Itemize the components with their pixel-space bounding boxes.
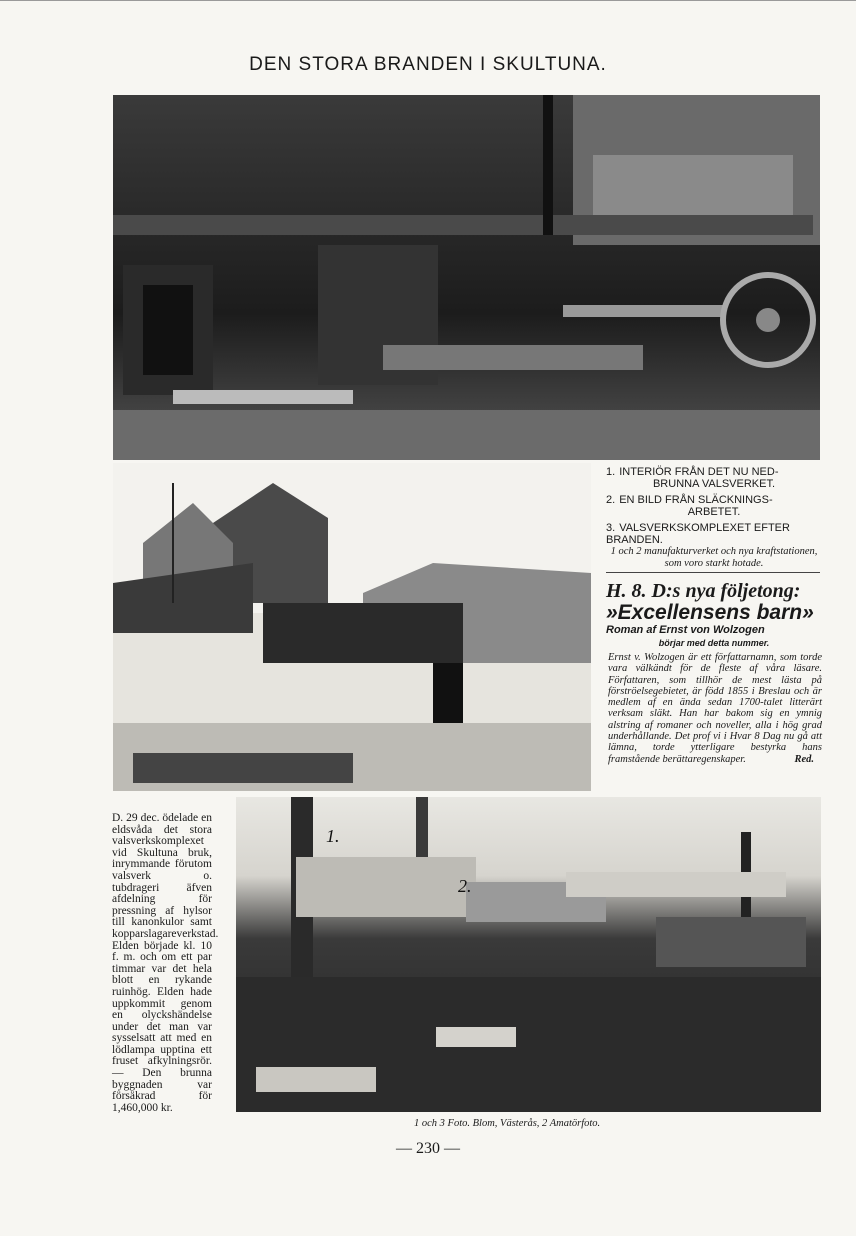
serial-headline bbox=[606, 580, 822, 624]
page-title: DEN STORA BRANDEN I SKULTUNA. bbox=[249, 54, 607, 75]
serial-signature: Red. bbox=[794, 753, 814, 765]
photo-credit: 1 och 3 Foto. Blom, Västerås, 2 Amatörfoto. bbox=[414, 1118, 601, 1129]
divider-rule bbox=[606, 572, 820, 573]
serial-intro bbox=[608, 652, 822, 765]
photo-captions bbox=[606, 466, 822, 574]
serial-title-line1: H. 8. D:s nya följetong: bbox=[606, 580, 801, 602]
page-number: — 230 — bbox=[396, 1140, 460, 1157]
caption-1-number: 1. bbox=[606, 466, 616, 478]
caption-3-italic: 1 och 2 manufakturverket och nya kraftstationen, som voro starkt hotade. bbox=[610, 546, 818, 569]
caption-3-number: 3. bbox=[606, 522, 616, 534]
caption-2-line1: EN BILD FRÅN SLÄCKNINGS- bbox=[619, 494, 773, 506]
caption-1-line1: INTERIÖR FRÅN DET NU NED- bbox=[619, 466, 779, 478]
caption-3-line2: BRANDEN. bbox=[606, 534, 663, 546]
serial-body-text: Ernst v. Wolzogen är ett författarnamn, som torde vara välkändt för de fleste af våra läsare. Författaren, som tillhör de mest lästa på förströelsegebietet, är född 1855 i Breslau och är medlem af en ända sedan 1700-talet litterärt verksam släkt. Han har bakom sig en ymnig alstring af romaner och noveller, alla i hög grad underhållande. Det prof vi i Hvar 8 Dag nu gå att lämna, torde ytterligare bestyrka hans framstående berättaregenskaper. bbox=[608, 652, 822, 765]
photo-mill-interior bbox=[113, 95, 820, 460]
caption-2-line2: ARBETET. bbox=[687, 506, 741, 518]
caption-3 bbox=[606, 522, 822, 570]
photo-firefighting bbox=[113, 463, 591, 791]
photo-marker-2: 2. bbox=[458, 876, 472, 896]
caption-1 bbox=[606, 466, 822, 490]
top-rule bbox=[0, 0, 856, 5]
serial-title-line2: »Excellensens barn» bbox=[606, 601, 814, 624]
caption-2-number: 2. bbox=[606, 494, 616, 506]
serial-subtitle: börjar med detta nummer. bbox=[658, 638, 770, 648]
serial-author: Roman af Ernst von Wolzogen bbox=[606, 624, 765, 636]
photo-complex-after-fire bbox=[236, 797, 821, 1112]
photo-marker-1: 1. bbox=[326, 826, 340, 846]
article-text: D. 29 dec. ödelade en eldsvåda det stora valsverkskomplexet vid Skultuna bruk, inrymmande förutom valsverk o. tubdrageri äfven afdelning för pressning af hylsor till kanonkulor samt kopparslagareverkstad. Elden började kl. 10 f. m. och om ett par timmar var det hela blott en rykande ruinhög. Elden hade uppkommit genom en olyckshändelse under det man var sysselsatt att med en lödlampa upptina ett fruset afkylningsrör. — Den brunna byggnaden var försäkrad för 1,460,000 kr. bbox=[112, 812, 219, 1114]
caption-3-line1: VALSVERKSKOMPLEXET EFTER bbox=[619, 522, 790, 534]
caption-1-line2: BRUNNA VALSVERKET. bbox=[652, 478, 776, 490]
caption-2 bbox=[606, 494, 822, 518]
